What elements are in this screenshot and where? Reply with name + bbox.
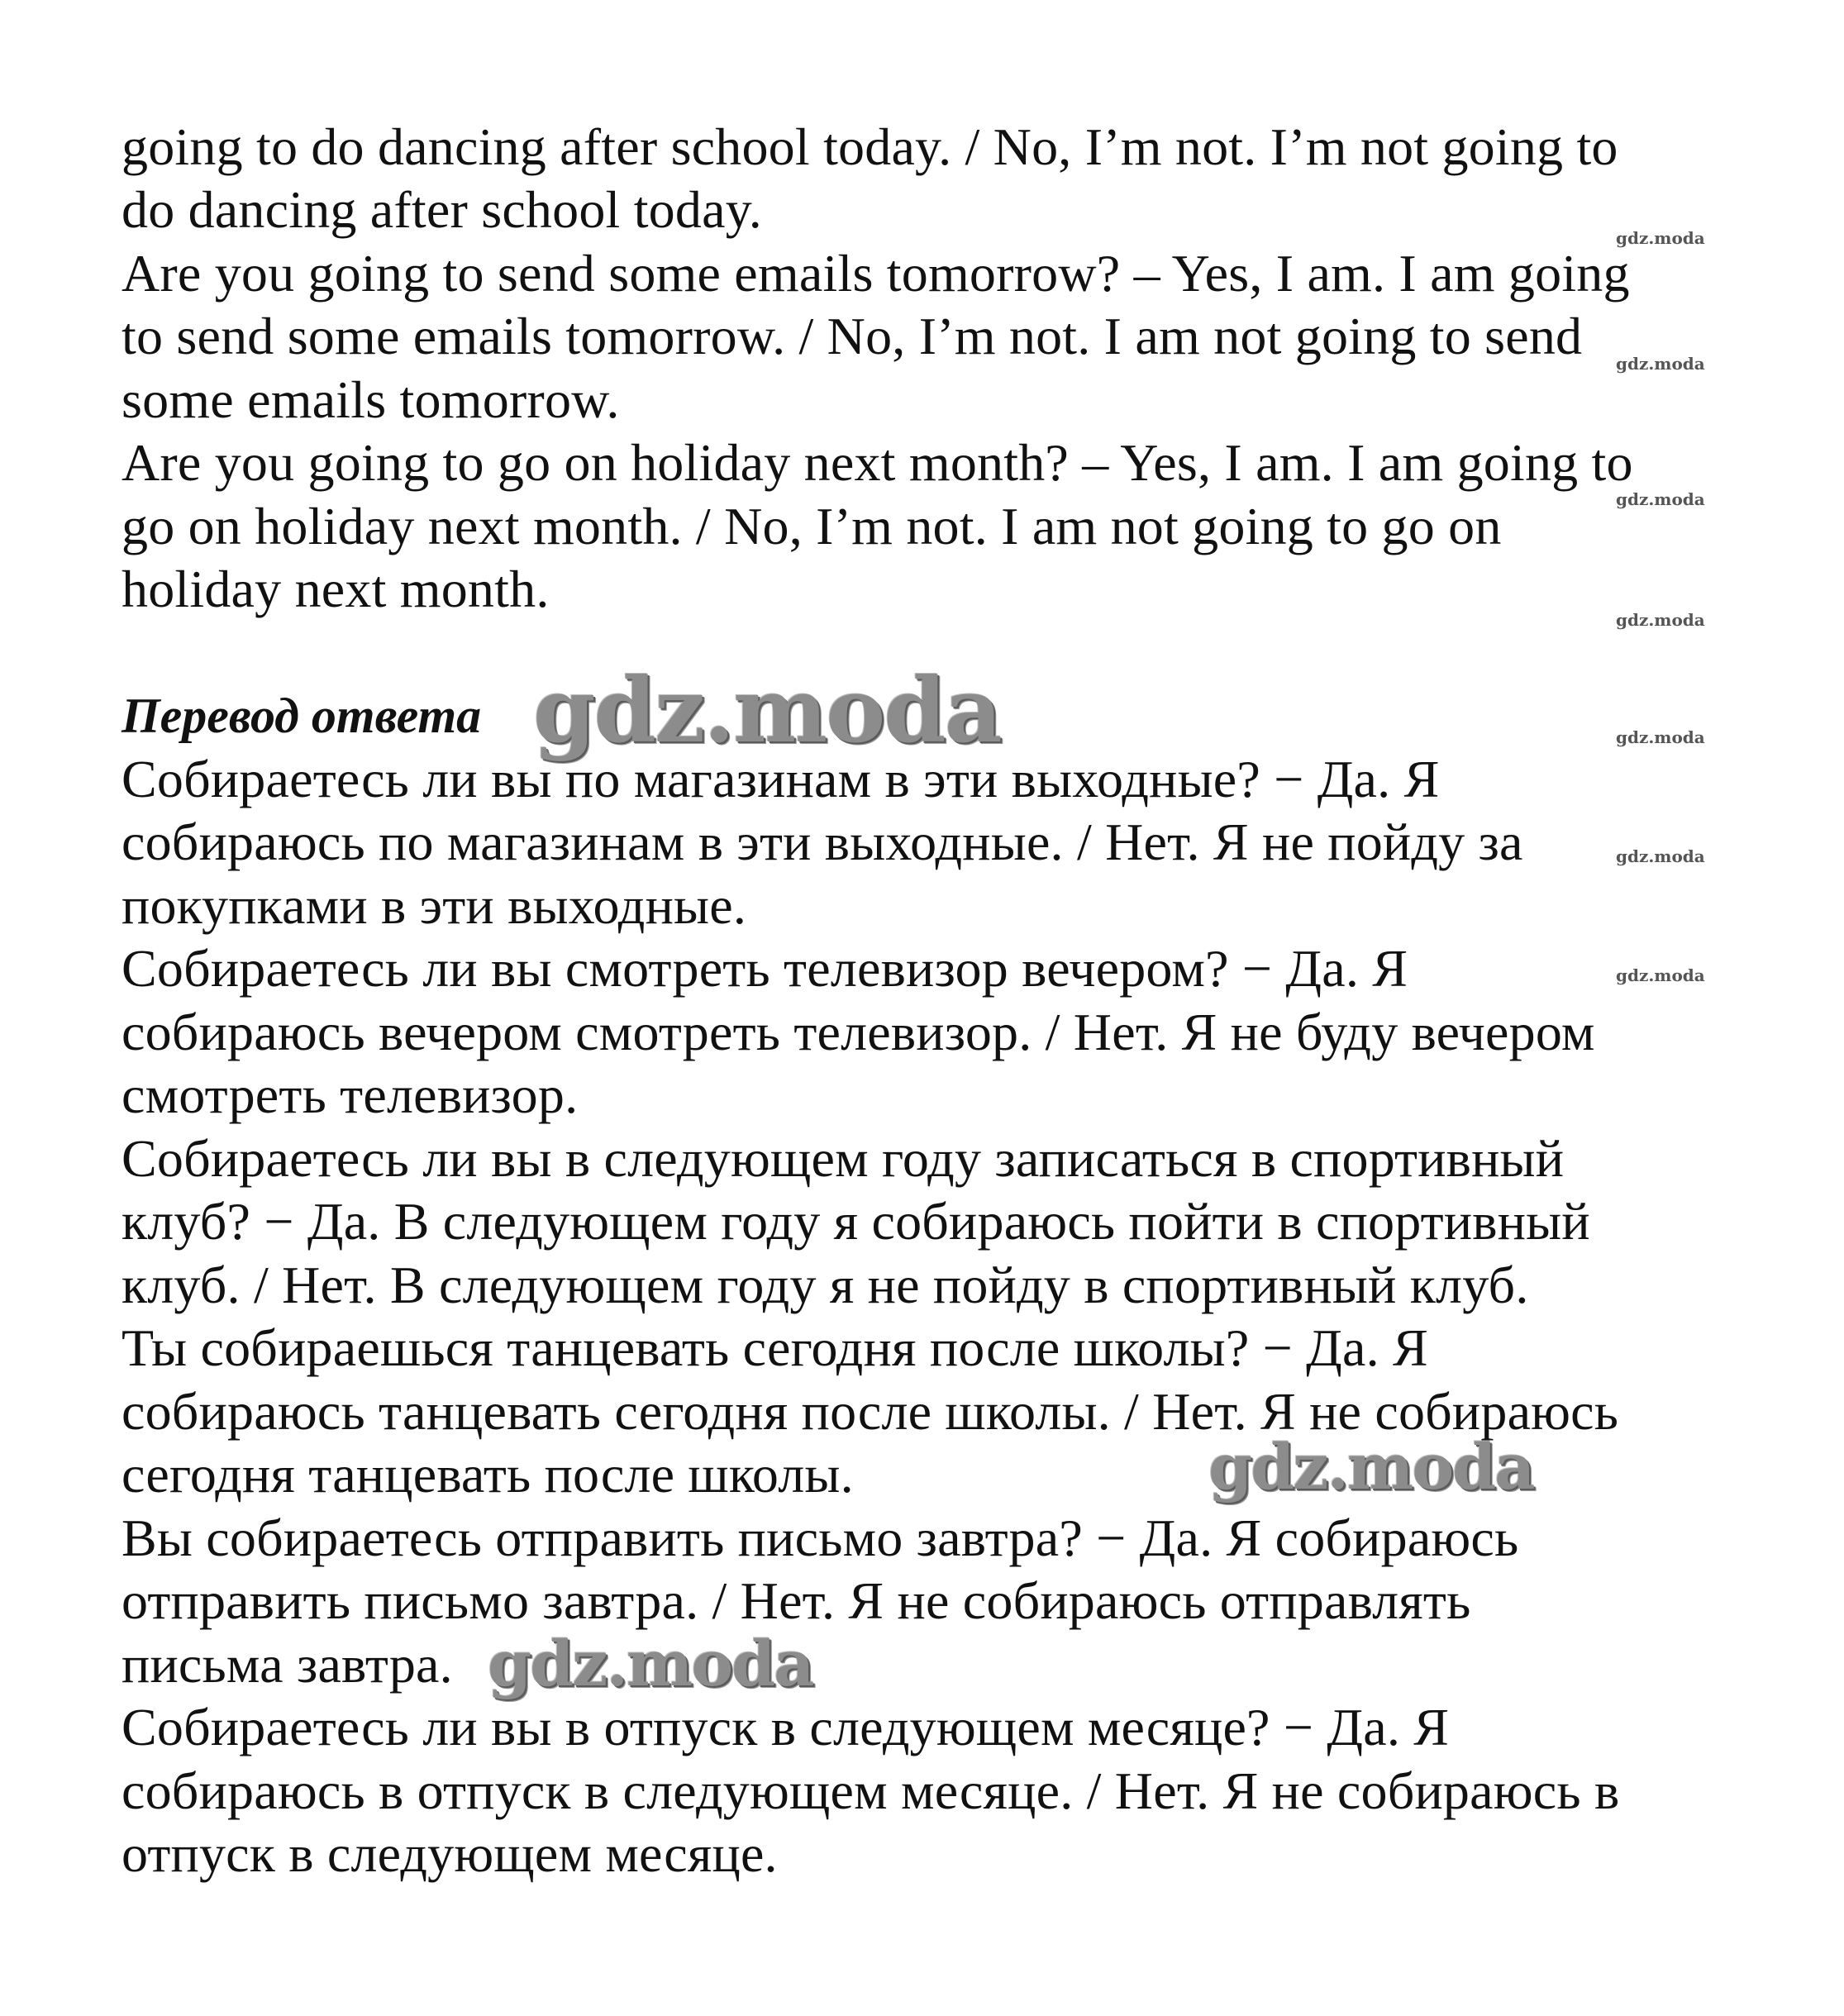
text-line: Are you going to send some emails tomorrow? – Yes, I am. I am going [122, 244, 1630, 303]
watermark-small: gdz.moda [1616, 610, 1705, 630]
text-line: собираюсь в отпуск в следующем месяце. / Нет. Я не собираюсь в [122, 1761, 1620, 1820]
watermark-small: gdz.moda [1616, 965, 1705, 985]
text-line: Собираетесь ли вы в следующем году записаться в спортивный [122, 1129, 1565, 1188]
text-line: клуб. / Нет. В следующем году я не пойду в спортивный клуб. [122, 1256, 1529, 1314]
watermark-small: gdz.moda [1616, 846, 1705, 866]
text-line: отпуск в следующем месяце. [122, 1824, 778, 1883]
text-line: Собираетесь ли вы смотреть телевизор вечером? − Да. Я [122, 939, 1408, 998]
watermark-large: gdz.moda [1208, 1430, 1534, 1504]
watermark-small: gdz.moda [1616, 354, 1705, 374]
text-line: going to do dancing after school today. / No, I’m not. I’m not going to [122, 117, 1618, 176]
text-line: собираюсь танцевать сегодня после школы. / Нет. Я не собираюсь [122, 1382, 1619, 1441]
text-line: Ты собираешься танцевать сегодня после школы? − Да. Я [122, 1318, 1428, 1377]
watermark-small: gdz.moda [1616, 228, 1705, 248]
text-line: go on holiday next month. / No, I’m not. I am not going to go on [122, 497, 1502, 555]
text-line: смотреть телевизор. [122, 1065, 579, 1124]
text-line: покупками в эти выходные. [122, 876, 747, 935]
text-line: отправить письмо завтра. / Нет. Я не собираюсь отправлять [122, 1571, 1471, 1630]
text-line: Вы собираетесь отправить письмо завтра? − Да. Я собираюсь [122, 1508, 1519, 1567]
text-line: Собираетесь ли вы по магазинам в эти выходные? − Да. Я [122, 750, 1440, 808]
section-heading: Перевод ответа [122, 689, 482, 743]
text-line: some emails tomorrow. [122, 370, 620, 429]
text-line: клуб? − Да. В следующем году я собираюсь пойти в спортивный [122, 1192, 1590, 1251]
watermark-small: gdz.moda [1616, 727, 1705, 747]
watermark-large: gdz.moda [488, 1627, 813, 1700]
text-line: собираюсь по магазинам в эти выходные. / Нет. Я не пойду за [122, 813, 1523, 871]
text-line: сегодня танцевать после школы. [122, 1445, 854, 1504]
text-line: holiday next month. [122, 560, 550, 618]
text-line: Are you going to go on holiday next month? – Yes, I am. I am going to [122, 433, 1633, 492]
text-line: do dancing after school today. [122, 180, 762, 239]
text-line: Собираетесь ли вы в отпуск в следующем месяце? − Да. Я [122, 1698, 1450, 1756]
text-line: собираюсь вечером смотреть телевизор. / Нет. Я не буду вечером [122, 1003, 1595, 1061]
watermark-large: gdz.moda [533, 659, 1001, 763]
watermark-small: gdz.moda [1616, 489, 1705, 509]
text-line: to send some emails tomorrow. / No, I’m not. I am not going to send [122, 307, 1583, 365]
text-line: письма завтра. [122, 1635, 453, 1694]
